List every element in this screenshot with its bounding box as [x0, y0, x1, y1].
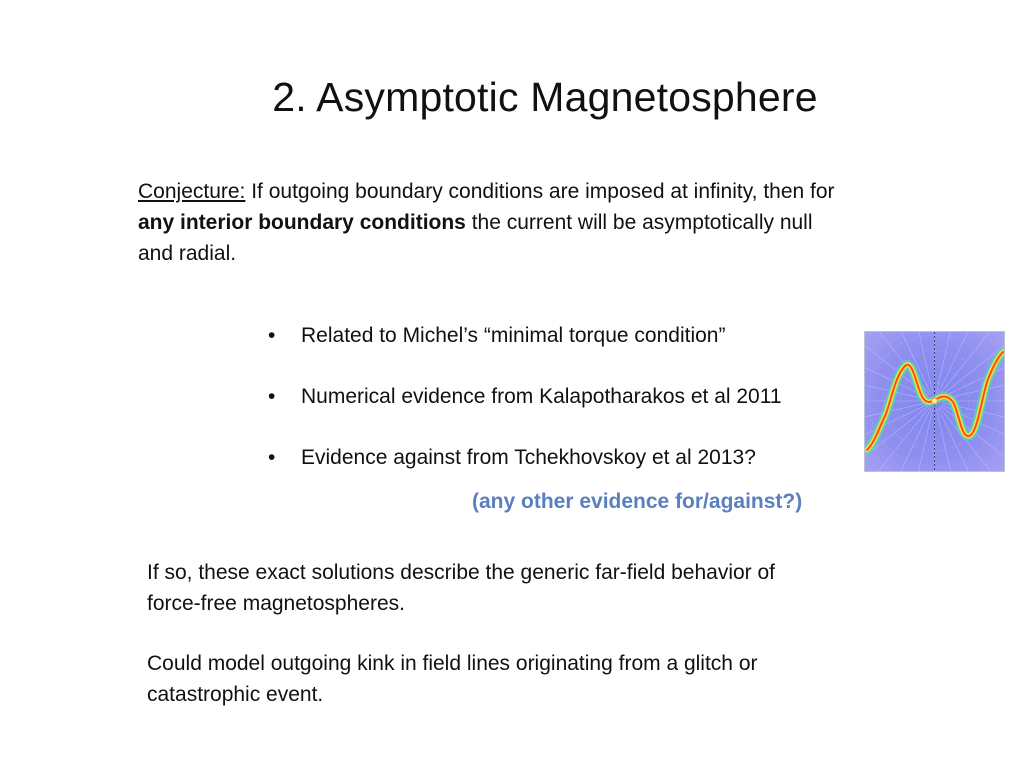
conjecture-label: Conjecture: [138, 180, 246, 203]
slide-title: 2. Asymptotic Magnetosphere [272, 74, 818, 120]
bullet-marker: • [268, 385, 276, 408]
paragraph-far-field: If so, these exact solutions describe the generic far-field behavior of force-free magnetospheres. [147, 561, 776, 615]
bullet-text: Evidence against from Tchekhovskoy et al 2013? [301, 446, 756, 469]
conjecture-text-after: the current will be asymptotically null and radial. [138, 211, 813, 265]
bullet-text: Related to Michel’s “minimal torque condition” [301, 324, 726, 347]
paragraph-kink: Could model outgoing kink in field lines originating from a glitch or catastrophic event. [147, 652, 758, 706]
simulation-figure [864, 331, 1005, 472]
bullet-list [268, 320, 858, 503]
conjecture-bold-text: any interior boundary conditions [138, 211, 466, 234]
evidence-question: (any other evidence for/against?) [472, 490, 803, 513]
simulation-image [865, 332, 1004, 471]
conjecture-paragraph [138, 176, 838, 269]
bullet-marker: • [268, 446, 276, 469]
bullet-item [268, 320, 858, 381]
central-star [932, 398, 938, 404]
bullet-text: Numerical evidence from Kalapotharakos et al 2011 [301, 385, 782, 408]
bullet-marker: • [268, 324, 276, 347]
conjecture-text-before: If outgoing boundary conditions are imposed at infinity, then for [245, 180, 835, 203]
bullet-item [268, 381, 858, 442]
